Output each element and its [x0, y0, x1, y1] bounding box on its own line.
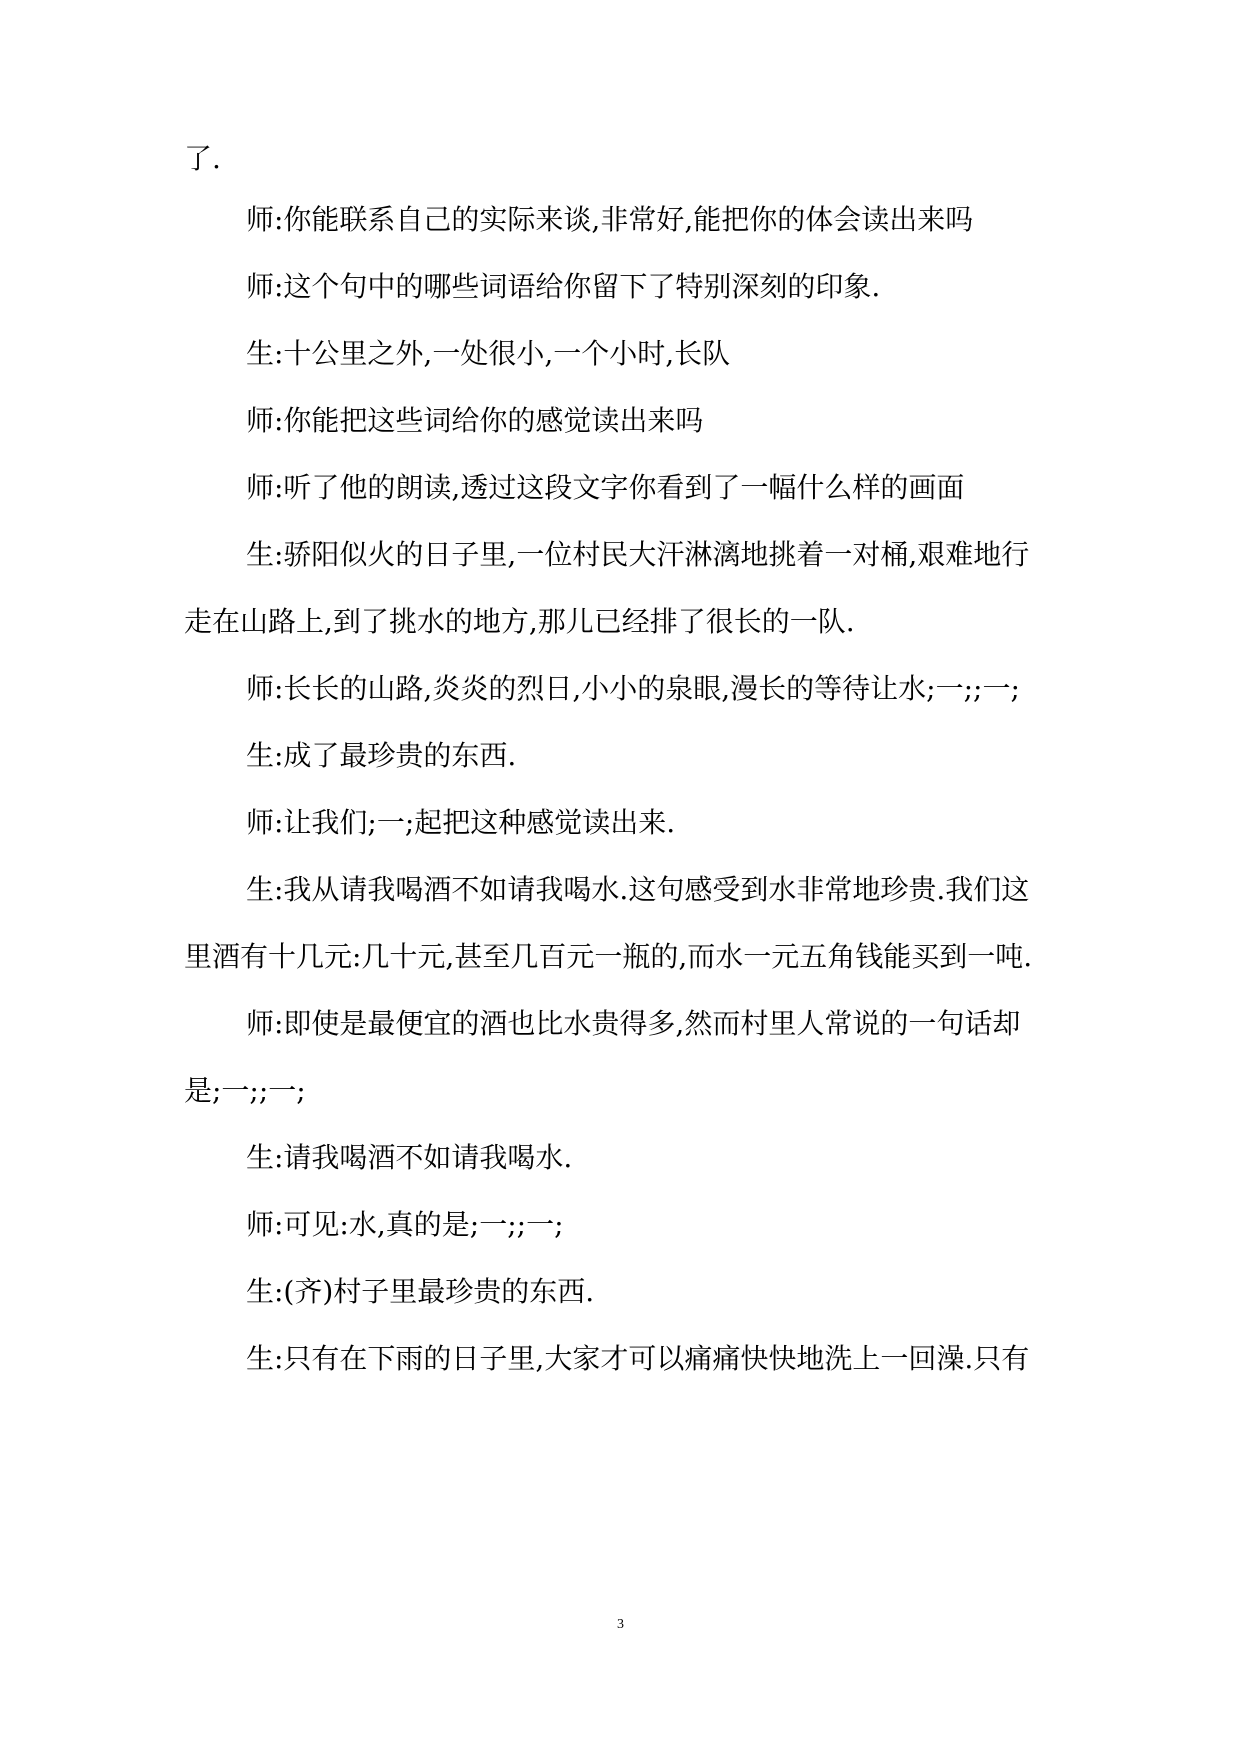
text-line: 生:骄阳似火的日子里,一位村民大汗淋漓地挑着一对桶,艰难地行 [246, 538, 1030, 571]
text-line: 师:听了他的朗读,透过这段文字你看到了一幅什么样的画面 [246, 471, 965, 504]
text-line: 生:只有在下雨的日子里,大家才可以痛痛快快地洗上一回澡.只有 [246, 1342, 1030, 1375]
text-line: 了. [184, 142, 221, 175]
text-line: 生:请我喝酒不如请我喝水. [246, 1141, 573, 1174]
text-line: 师:让我们;一;起把这种感觉读出来. [246, 806, 676, 839]
text-line: 走在山路上,到了挑水的地方,那儿已经排了很长的一队. [184, 605, 855, 638]
text-line: 生:十公里之外,一处很小,一个小时,长队 [246, 337, 731, 370]
text-line: 生:我从请我喝酒不如请我喝水.这句感受到水非常地珍贵.我们这 [246, 873, 1030, 906]
text-line: 是;一;;一; [184, 1074, 306, 1107]
text-line: 师:即使是最便宜的酒也比水贵得多,然而村里人常说的一句话却 [246, 1007, 1021, 1040]
text-line: 生:(齐)村子里最珍贵的东西. [246, 1275, 595, 1308]
text-line: 师:可见:水,真的是;一;;一; [246, 1208, 564, 1241]
text-line: 师:你能联系自己的实际来谈,非常好,能把你的体会读出来吗 [246, 203, 974, 236]
text-line: 里酒有十几元:几十元,甚至几百元一瓶的,而水一元五角钱能买到一吨. [184, 940, 1033, 973]
text-line: 师:长长的山路,炎炎的烈日,小小的泉眼,漫长的等待让水;一;;一; [246, 672, 1020, 705]
text-line: 师:你能把这些词给你的感觉读出来吗 [246, 404, 704, 437]
page-number: 3 [617, 1617, 624, 1632]
text-line: 师:这个句中的哪些词语给你留下了特别深刻的印象. [246, 270, 881, 303]
text-line: 生:成了最珍贵的东西. [246, 739, 517, 772]
